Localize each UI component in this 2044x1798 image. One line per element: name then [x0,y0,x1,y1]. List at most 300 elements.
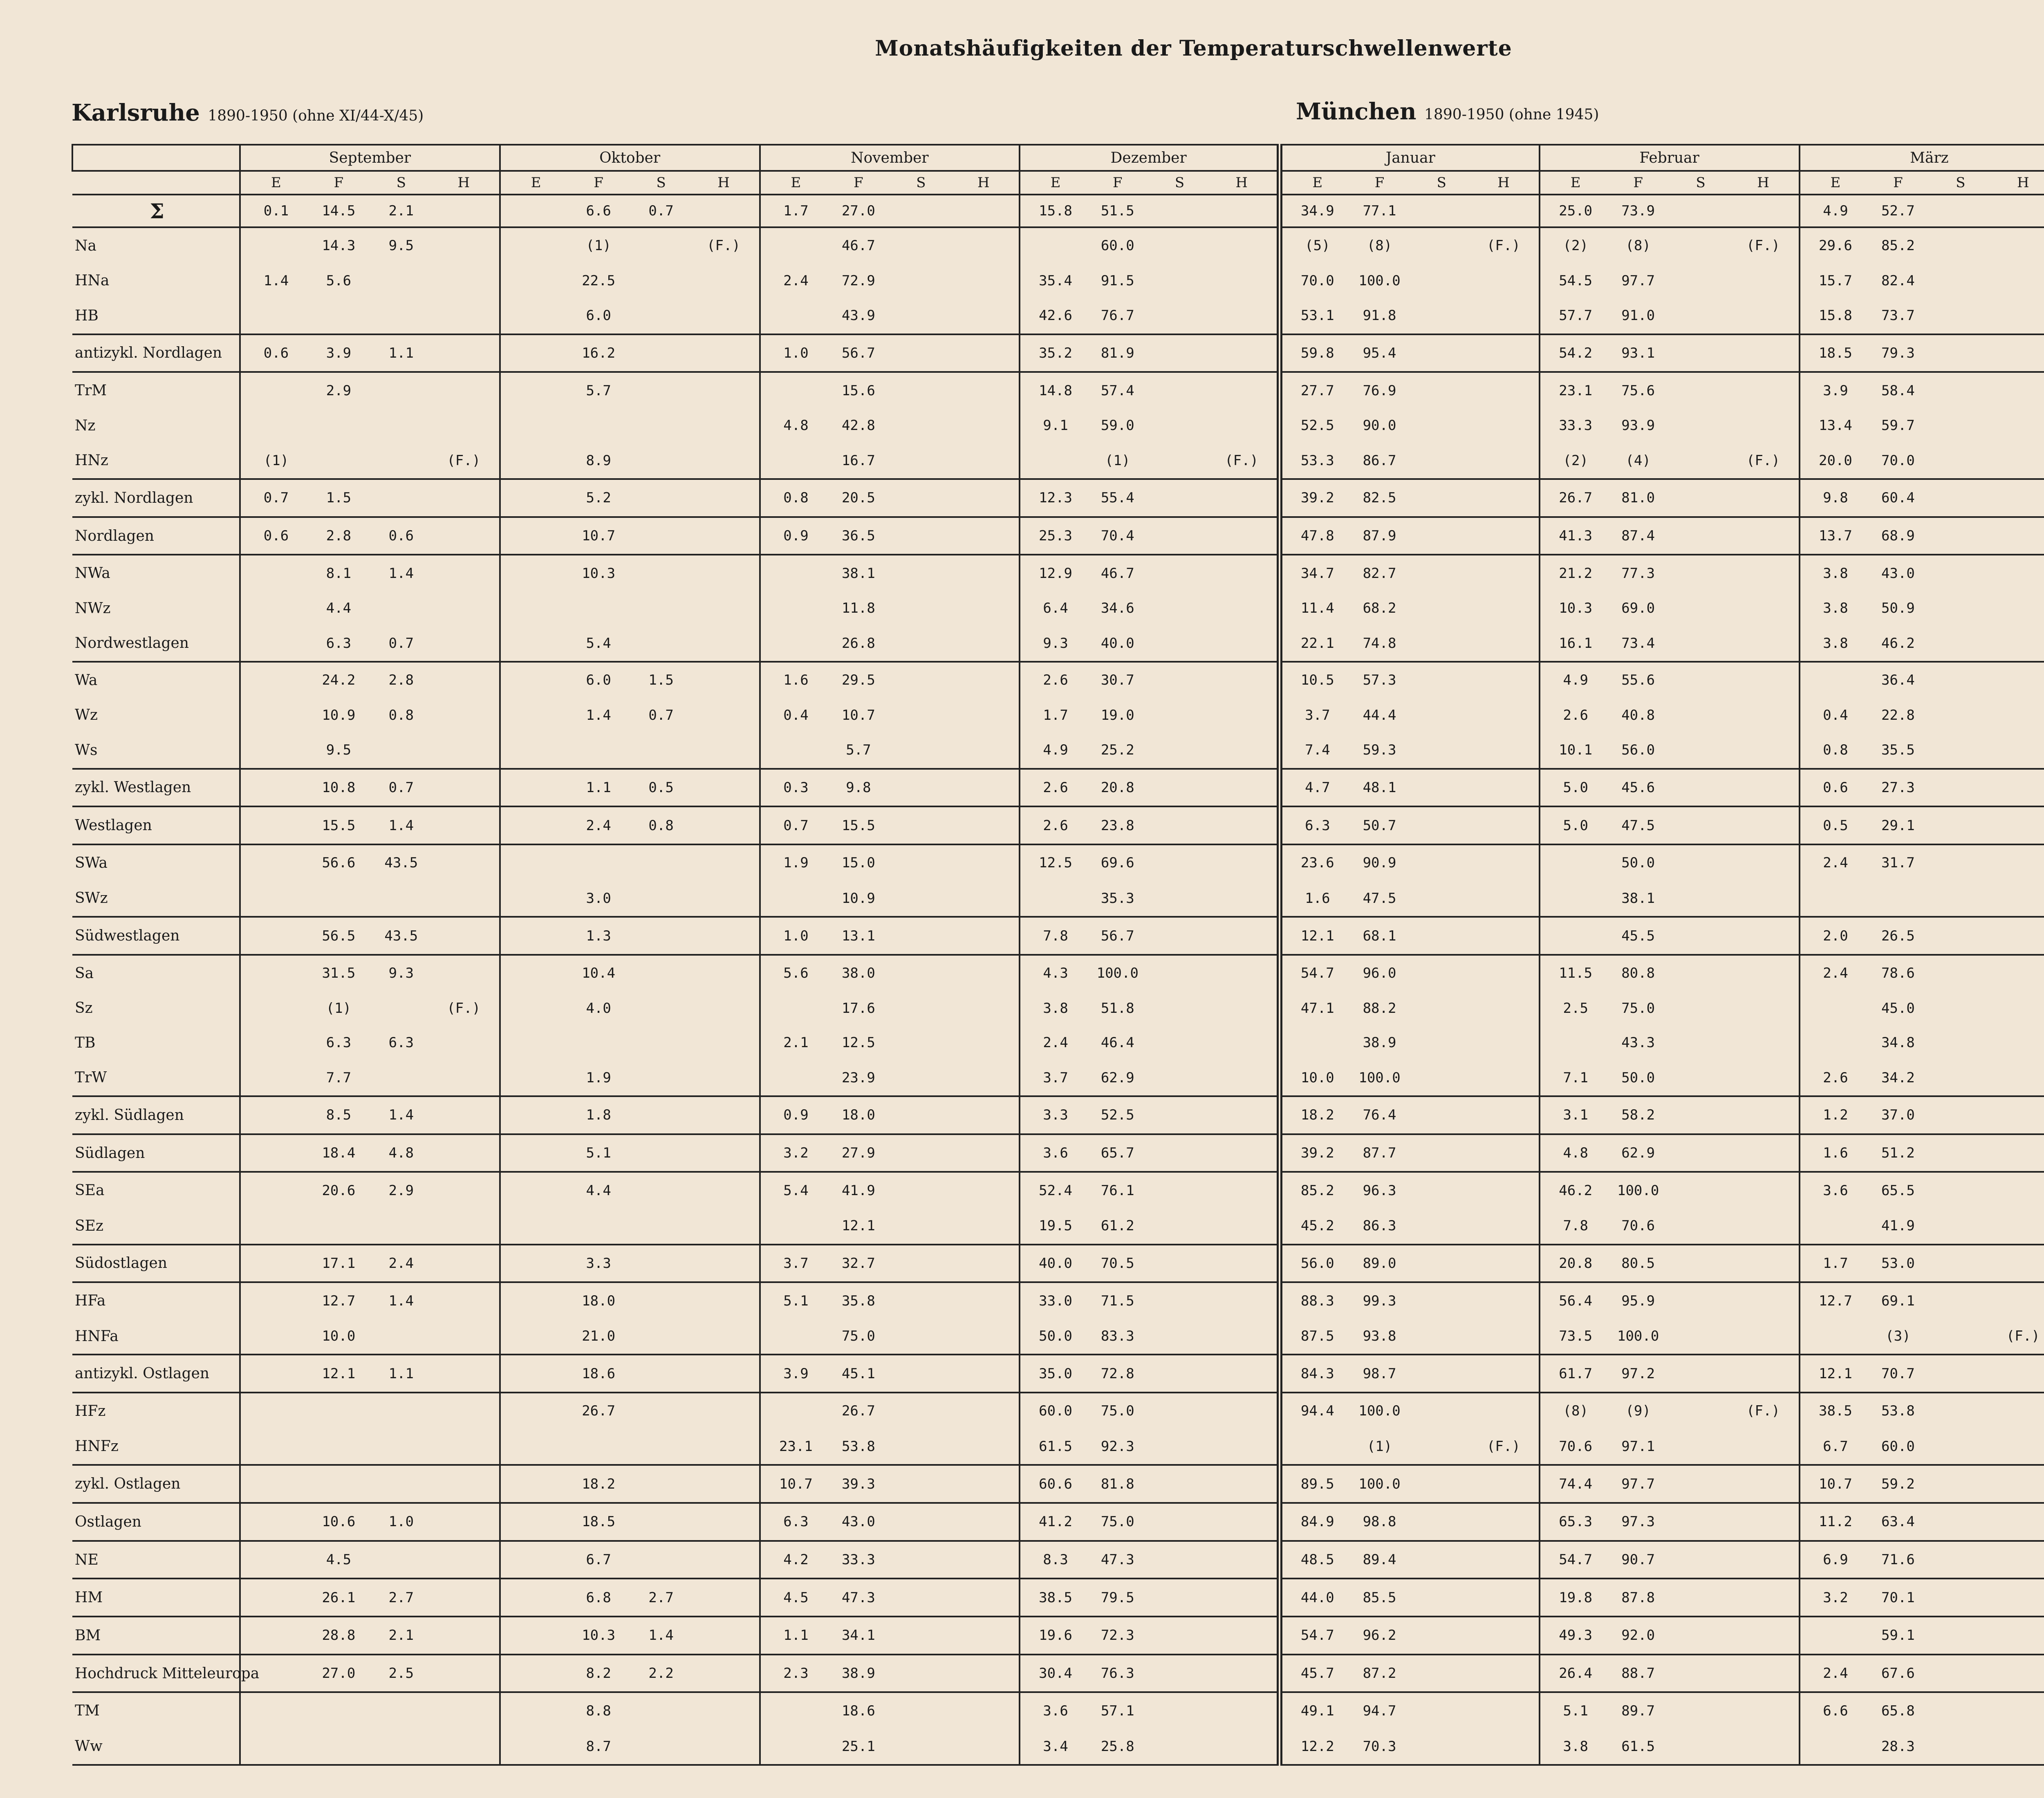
value-E: 5.4 [783,1182,809,1199]
value-H [1992,1366,2044,1382]
month-cell [1020,1541,1280,1579]
row-label: SEa [72,1172,240,1208]
value-E [505,779,567,796]
value-E: 54.2 [1559,345,1593,361]
value-F: 43.3 [1621,1034,1655,1051]
value-H [1210,1218,1273,1234]
value-H [1210,1627,1273,1644]
month-cell [1540,1172,1800,1208]
month-cell [1020,769,1280,807]
value-E: 10.0 [1300,1069,1334,1086]
value-F: 98.7 [1363,1365,1396,1382]
month-cell [1280,1026,1540,1060]
value-E [505,928,567,944]
month-cell [1800,1282,2044,1319]
value-H [693,1552,755,1568]
value-H [693,345,755,361]
value-H [693,1070,755,1086]
month-cell [1280,443,1540,479]
value-S [1929,1182,1992,1199]
value-H [693,1476,755,1492]
month-cell [1800,1465,2044,1503]
value-F: 79.5 [1100,1589,1134,1606]
value-E: 5.0 [1563,779,1588,796]
value-E: 74.4 [1559,1476,1593,1492]
value-H [952,742,1015,758]
value-H [1472,817,1535,834]
value-S [1149,1293,1211,1309]
value-F: 25.2 [1100,742,1134,759]
value-H [433,1145,495,1161]
month-cell [1280,662,1540,698]
station-years: 1890-1950 (ohne 1945) [1424,106,1599,123]
month-cell [1280,298,1540,334]
value-E: 46.2 [1559,1182,1593,1199]
value-F: 60.0 [1100,237,1134,254]
value-H [433,1293,495,1309]
value-S [1149,307,1211,324]
row-label: Ostlagen [72,1503,240,1541]
value-H [1472,565,1535,582]
value-E: 1.6 [1305,890,1330,907]
value-H [1472,383,1535,399]
value-E: 94.4 [1300,1403,1334,1420]
value-E [765,600,827,616]
value-H [1210,1590,1273,1606]
value-S [1410,707,1472,723]
table-row [72,1172,2044,1208]
value-S [1410,635,1472,652]
value-H [952,1665,1015,1682]
month-cell [1280,1429,1540,1465]
value-H [1210,383,1273,399]
value-H [952,417,1015,434]
value-F: 70.3 [1363,1738,1396,1755]
value-E: 3.7 [1305,707,1330,723]
value-H [1472,417,1535,434]
value-E [505,1590,567,1606]
value-S [890,1293,952,1309]
value-H [433,1627,495,1644]
month-cell [1280,1503,1540,1541]
month-cell [240,298,500,334]
value-S [890,600,952,616]
month-cell [1540,195,1800,227]
month-cell [240,1319,500,1355]
value-E [245,1552,307,1568]
value-S: 9.3 [388,965,414,982]
value-F: 57.3 [1363,672,1396,689]
value-E: 2.3 [783,1665,809,1682]
table-row [72,334,2044,372]
value-E [765,565,827,582]
muenchen-header [1296,98,1599,125]
value-H [952,203,1015,219]
value-E: 21.2 [1559,565,1593,582]
value-S [370,742,433,758]
value-E [505,1738,567,1755]
value-S [890,1590,952,1606]
row-label: TM [72,1692,240,1729]
table-row [72,1579,2044,1617]
month-cell [1280,408,1540,443]
value-F: 52.7 [1881,203,1915,219]
value-F: 15.5 [841,817,875,834]
value-F: 59.1 [1881,1627,1915,1644]
value-S [630,1328,693,1344]
value-S [1149,855,1211,871]
value-E: 3.6 [1043,1145,1068,1162]
value-F: 51.5 [1100,203,1134,219]
value-F: 33.3 [841,1552,875,1568]
value-S [1410,1627,1472,1644]
month-cell [1540,334,1800,372]
month-cell [240,264,500,298]
month-cell [1540,732,1800,769]
month-cell [240,769,500,807]
month-cell [1020,1282,1280,1319]
month-cell [1280,881,1540,917]
value-S [890,1514,952,1530]
row-label: SWz [75,890,108,907]
value-S [1149,1070,1211,1086]
month-cell [760,1429,1020,1465]
value-S [1670,528,1732,544]
value-H [433,528,495,544]
value-F: 77.1 [1363,203,1396,219]
value-H [433,565,495,582]
value-F: 25.8 [1100,1738,1134,1755]
month-cell [1280,1319,1540,1355]
value-F: 47.3 [841,1589,875,1606]
value-F: 57.1 [1100,1702,1134,1719]
value-F: 31.7 [1881,855,1915,871]
value-F: 26.7 [841,1403,875,1420]
value-H [1992,1293,2044,1309]
value-S [1410,1182,1472,1199]
value-S [890,1255,952,1272]
value-S [890,855,952,871]
value-H [1210,1107,1273,1123]
value-F: 35.8 [841,1292,875,1309]
value-H [693,1590,755,1606]
month-cell [500,517,760,555]
value-S [890,528,952,544]
table-row [72,625,2044,662]
value-F: 12.5 [841,1034,875,1051]
value-F: 71.6 [1881,1552,1915,1568]
value-S [1929,1366,1992,1382]
value-H [433,203,495,219]
row-label: TrM [72,372,240,408]
value-F: 72.9 [841,272,875,289]
value-H [1992,1438,2044,1455]
value-H [1732,1034,1795,1051]
value-H [1210,273,1273,289]
value-S [370,1552,433,1568]
value-E: 3.4 [1043,1738,1068,1755]
value-H [952,928,1015,944]
month-cell [1020,1060,1280,1096]
value-S [1410,1476,1472,1492]
value-F: 36.4 [1881,672,1915,689]
month-cell [500,408,760,443]
value-S [1149,345,1211,361]
value-S: 1.4 [388,1292,414,1309]
value-F: 55.6 [1621,672,1655,689]
value-S [1670,1366,1732,1382]
month-cell [500,1655,760,1693]
month-cell [1800,698,2044,732]
month-cell [1540,517,1800,555]
station-years: 1890-1950 (ohne XI/44-X/45) [208,107,424,124]
value-S [1670,742,1732,758]
value-F: 70.7 [1881,1365,1915,1382]
value-H [1992,779,2044,796]
efsh-header [1800,171,2044,195]
value-S [1670,490,1732,506]
value-E [505,1403,567,1419]
value-H [1992,1070,2044,1086]
value-F: 7.7 [326,1069,352,1086]
value-S: 1.4 [388,1107,414,1124]
row-label: zykl. Westlagen [72,769,240,807]
value-F: 71.5 [1100,1292,1134,1309]
value-S [890,928,952,944]
value-F: 18.6 [582,1365,616,1382]
value-H [693,565,755,582]
month-cell [760,732,1020,769]
month-cell [1280,806,1540,844]
month-cell [1020,1172,1280,1208]
value-H [433,383,495,399]
month-cell [240,372,500,408]
month-cell [1020,1208,1280,1245]
value-E: 0.6 [1823,779,1848,796]
month-cell [240,195,500,227]
value-H [1732,203,1795,219]
month-header: Dezember [1020,145,1280,171]
value-E: 0.7 [783,817,809,834]
value-H [693,307,755,324]
month-cell [240,227,500,264]
month-cell [1280,555,1540,591]
value-S [1410,237,1472,254]
station-name: Karlsruhe [72,99,200,126]
month-cell [1280,1060,1540,1096]
month-cell [500,1355,760,1393]
value-H [1992,203,2044,219]
table-row [72,555,2044,591]
value-H [1992,1107,2044,1123]
month-cell [760,955,1020,991]
value-E: 57.7 [1559,307,1593,324]
value-E: 7.8 [1563,1218,1588,1234]
table-row [72,1026,2044,1060]
value-H [1992,742,2044,758]
value-F: 87.7 [1363,1145,1396,1162]
month-cell [240,1355,500,1393]
value-H [1210,1703,1273,1719]
row-label: Nordwestlagen [75,635,189,652]
value-F: 4.4 [586,1182,611,1199]
value-E [245,742,307,758]
value-E: 3.9 [783,1365,809,1382]
value-S: 2.9 [388,1182,414,1199]
month-cell [1540,479,1800,517]
value-S: 1.4 [388,817,414,834]
value-F: 75.0 [1100,1403,1134,1420]
month-cell [500,1429,760,1465]
value-S [890,490,952,506]
row-label: Südlagen [72,1134,240,1172]
value-S [1410,1293,1472,1309]
value-F: 59.3 [1363,742,1396,759]
value-E: 3.1 [1563,1107,1588,1124]
value-S: 2.2 [648,1665,674,1682]
value-H [1472,1514,1535,1530]
month-cell [240,991,500,1025]
value-E: 20.8 [1559,1255,1593,1272]
value-H [433,1328,495,1344]
value-H [1472,1000,1535,1017]
value-F: 60.4 [1881,490,1915,506]
value-F: 3.0 [586,890,611,907]
value-F: 34.6 [1100,600,1134,617]
subheader-row [72,171,2044,195]
subheader-label: F [1893,175,1903,191]
month-cell [500,195,760,227]
value-E [765,1328,827,1344]
table-row [72,806,2044,844]
value-H [1992,707,2044,723]
value-S [1410,1738,1472,1755]
value-H [1472,1703,1535,1719]
value-S [890,1034,952,1051]
value-S [1410,817,1472,834]
value-S [1929,1738,1992,1755]
month-cell [240,844,500,881]
value-E: 12.3 [1039,490,1073,506]
value-H [1472,707,1535,723]
value-E [505,1703,567,1719]
value-F: 61.2 [1100,1218,1134,1234]
value-H [693,1293,755,1309]
value-F: 78.6 [1881,965,1915,982]
value-H [1992,1627,2044,1644]
value-H [1210,1182,1273,1199]
value-F: (3) [1885,1328,1911,1345]
value-E [505,345,567,361]
table-row [72,1429,2044,1465]
value-H [1472,1476,1535,1492]
value-S [1410,1255,1472,1272]
month-cell [1540,1541,1800,1579]
row-label: zykl. Nordlagen [72,479,240,517]
value-S [1410,1218,1472,1234]
value-F: 97.1 [1621,1438,1655,1455]
value-E: 3.3 [1043,1107,1068,1124]
month-cell [240,1692,500,1729]
value-H [693,452,755,469]
value-S [1670,855,1732,871]
month-cell [500,806,760,844]
value-H [1732,890,1795,907]
row-label: HNFz [75,1438,119,1455]
value-S [630,1738,693,1755]
row-label: Südwestlagen [72,917,240,955]
value-S [1149,600,1211,616]
value-H [1732,565,1795,582]
month-cell [1020,264,1280,298]
value-H [1472,203,1535,219]
value-S [1149,928,1211,944]
value-F: 97.7 [1621,1476,1655,1492]
month-cell [760,334,1020,372]
value-E: 6.3 [783,1514,809,1530]
month-cell [1280,479,1540,517]
value-H [1992,307,2044,324]
month-cell [1020,1393,1280,1429]
value-H [1472,600,1535,616]
value-F: 81.8 [1100,1476,1134,1492]
value-E: 0.1 [263,203,289,219]
value-S [370,452,433,469]
value-H [433,707,495,723]
value-F: 11.8 [841,600,875,617]
value-H [1732,672,1795,688]
month-cell [760,1655,1020,1693]
value-E: 15.8 [1819,307,1852,324]
value-F: 76.7 [1100,307,1134,324]
value-F: 18.2 [582,1476,616,1492]
value-E: 4.8 [1563,1145,1588,1162]
month-cell [1540,1465,1800,1503]
month-cell [760,1245,1020,1283]
value-S: 0.7 [388,635,414,652]
value-F: 39.3 [841,1476,875,1492]
month-cell [760,1393,1020,1429]
value-F: 89.4 [1363,1552,1396,1568]
value-E: 6.6 [1823,1702,1848,1719]
value-H [1992,383,2044,399]
value-S [1410,565,1472,582]
value-S [630,1703,693,1719]
table-row [72,372,2044,408]
value-F: 53.0 [1881,1255,1915,1272]
month-cell [500,1245,760,1283]
value-S [890,237,952,254]
value-F: 100.0 [1617,1328,1659,1345]
value-E: 70.6 [1559,1438,1593,1455]
month-cell [240,1503,500,1541]
value-F: 61.5 [1621,1738,1655,1755]
value-H [693,490,755,506]
value-E: 35.0 [1039,1365,1073,1382]
value-H [1992,1000,2044,1017]
month-cell [1020,1096,1280,1134]
value-E: (2) [1563,237,1588,254]
value-S [1149,890,1211,907]
row-label: HNa [75,272,110,289]
month-cell [1020,408,1280,443]
value-E: 73.5 [1559,1328,1593,1345]
row-label: Südostlagen [72,1245,240,1283]
value-E [505,1665,567,1682]
value-H [693,1403,755,1419]
value-F: 2.9 [326,382,352,399]
value-F: 58.2 [1621,1107,1655,1124]
